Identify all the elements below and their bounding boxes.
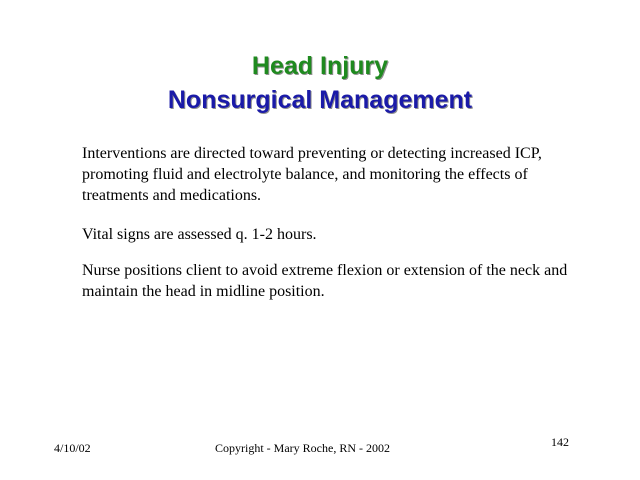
paragraph-positioning: Nurse positions client to avoid extreme flexion or extension of the neck and maintain the head in midline position.	[82, 262, 568, 300]
footer-copyright: Copyright - Mary Roche, RN - 2002	[215, 441, 390, 455]
page-number: 142	[551, 435, 569, 449]
footer-date: 4/10/02	[54, 441, 91, 455]
paragraph-interventions: Interventions are directed toward preventing or detecting increased ICP, promoting fluid and electrolyte balance, and monitoring the effects of treatments and medications.	[82, 145, 542, 204]
slide-subtitle: Nonsurgical Management	[167, 86, 473, 114]
slide-title: Head Injury	[251, 52, 389, 80]
paragraph-vital-signs: Vital signs are assessed q. 1-2 hours.	[82, 226, 317, 243]
